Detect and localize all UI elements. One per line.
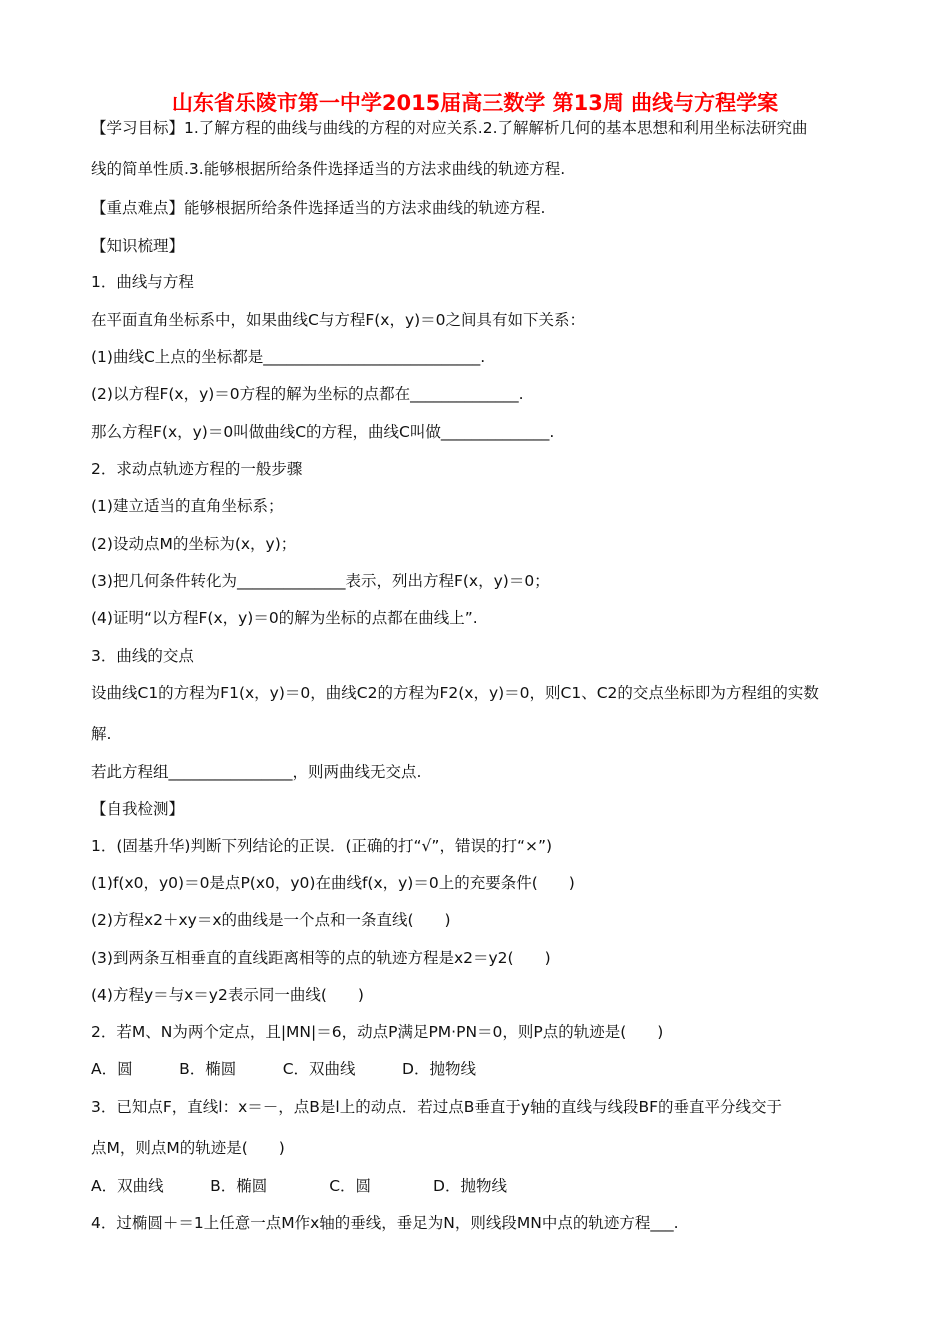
text-line: (3)把几何条件转化为______________表示，列出方程F(x，y)＝0； xyxy=(91,572,550,590)
text-line: 3．曲线的交点 xyxy=(91,647,194,665)
text-line: (1)建立适当的直角坐标系； xyxy=(91,497,284,515)
text-line: (2)设动点M的坐标为(x，y)； xyxy=(91,535,297,553)
section-heading: 【知识梳理】 xyxy=(91,237,185,255)
question-line: (4)方程y＝与x＝y2表示同一曲线( ) xyxy=(91,986,364,1004)
question-line: 点M，则点M的轨迹是( ) xyxy=(91,1139,285,1157)
text-line: 在平面直角坐标系中，如果曲线C与方程F(x，y)＝0之间具有如下关系： xyxy=(91,311,586,329)
text-line: 若此方程组________________，则两曲线无交点. xyxy=(91,763,422,781)
question-line: (1)f(x0，y0)＝0是点P(x0，y0)在曲线f(x，y)＝0上的充要条件( ) xyxy=(91,874,575,892)
text-line: 线的简单性质.3.能够根据所给条件选择适当的方法求曲线的轨迹方程. xyxy=(91,160,566,178)
text-line: 【学习目标】1.了解方程的曲线与曲线的方程的对应关系.2.了解解析几何的基本思想和利用坐标法研究曲 xyxy=(91,119,808,137)
answer-options: A．圆 B．椭圆 C．双曲线 D．抛物线 xyxy=(91,1060,476,1078)
text-line: 那么方程F(x，y)＝0叫做曲线C的方程，曲线C叫做______________. xyxy=(91,423,555,441)
document-title: 山东省乐陵市第一中学2015届高三数学 第13周 曲线与方程学案 xyxy=(171,91,779,115)
text-line: (4)证明“以方程F(x，y)＝0的解为坐标的点都在曲线上”. xyxy=(91,609,478,627)
text-line: 设曲线C1的方程为F1(x，y)＝0，曲线C2的方程为F2(x，y)＝0，则C1、C2的交点坐标即为方程组的实数 xyxy=(91,684,819,702)
text-line: 1．曲线与方程 xyxy=(91,273,194,291)
question-line: (2)方程x2＋xy＝x的曲线是一个点和一条直线( ) xyxy=(91,911,451,929)
text-line: 2．求动点轨迹方程的一般步骤 xyxy=(91,460,303,478)
text-line: (1)曲线C上点的坐标都是____________________________. xyxy=(91,348,486,366)
text-line: 【重点难点】能够根据所给条件选择适当的方法求曲线的轨迹方程. xyxy=(91,199,546,217)
question-line: (3)到两条互相垂直的直线距离相等的点的轨迹方程是x2＝y2( ) xyxy=(91,949,551,967)
question-line: 4．过椭圆＋＝1上任意一点M作x轴的垂线，垂足为N，则线段MN中点的轨迹方程___. xyxy=(91,1214,679,1232)
question-line: 3．已知点F，直线l：x＝－，点B是l上的动点．若过点B垂直于y轴的直线与线段BF的垂直平分线交于 xyxy=(91,1098,783,1116)
question-line: 2．若M、N为两个定点，且|MN|＝6，动点P满足PM·PN＝0，则P点的轨迹是( ) xyxy=(91,1023,664,1041)
text-line: 解. xyxy=(91,725,112,743)
question-line: 1．(固基升华)判断下列结论的正误．(正确的打“√”，错误的打“×”) xyxy=(91,837,553,855)
answer-options: A．双曲线 B．椭圆 C．圆 D．抛物线 xyxy=(91,1177,507,1195)
text-line: (2)以方程F(x，y)＝0方程的解为坐标的点都在______________. xyxy=(91,385,524,403)
section-heading: 【自我检测】 xyxy=(91,800,185,818)
